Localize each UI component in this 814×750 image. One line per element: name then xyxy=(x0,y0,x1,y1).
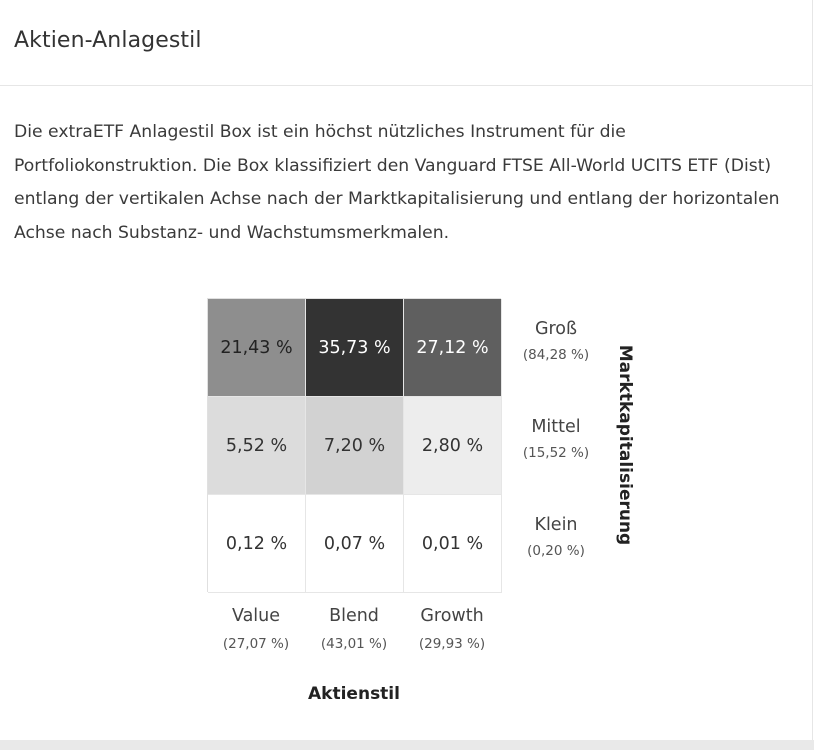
row-label-name: Klein xyxy=(534,515,578,535)
col-label-name: Growth xyxy=(420,606,484,626)
col-label-blend xyxy=(305,606,403,652)
row-label-name: Mittel xyxy=(531,417,581,437)
col-label-pct: (27,07 %) xyxy=(222,636,290,652)
cell-gross-value: 21,43 % xyxy=(208,299,306,397)
card-header xyxy=(0,0,812,86)
style-box-grid xyxy=(207,298,501,592)
cell-mittel-growth: 2,80 % xyxy=(404,397,502,495)
col-label-name: Value xyxy=(231,606,281,626)
row-label-name: Groß xyxy=(534,319,578,339)
cell-mittel-value: 5,52 % xyxy=(208,397,306,495)
row-label-pct: (84,28 %) xyxy=(522,347,590,363)
cell-gross-blend: 35,73 % xyxy=(306,299,404,397)
row-label-mittel xyxy=(511,417,601,461)
cell-klein-value: 0,12 % xyxy=(208,495,306,593)
cell-klein-growth: 0,01 % xyxy=(404,495,502,593)
page-bottom-divider xyxy=(0,740,814,750)
x-axis-label: Aktienstil xyxy=(308,684,400,704)
cell-gross-growth: 27,12 % xyxy=(404,299,502,397)
row-label-klein xyxy=(511,515,601,559)
y-axis-label: Marktkapitalisierung xyxy=(615,344,635,546)
cell-klein-blend: 0,07 % xyxy=(306,495,404,593)
cell-mittel-blend: 7,20 % xyxy=(306,397,404,495)
col-label-pct: (43,01 %) xyxy=(320,636,388,652)
row-label-pct: (0,20 %) xyxy=(527,543,585,559)
row-label-pct: (15,52 %) xyxy=(522,445,590,461)
row-label-gross xyxy=(511,319,601,363)
description-text: Die extraETF Anlagestil Box ist ein höchst nützliches Instrument für die Portfoliokonstruktion. Die Box klassifiziert den Vanguard FTSE All-World UCITS ETF (Dist) entlang der vertikalen Achse nach der Marktkapitalisierung und entlang der horizontalen Achse nach Substanz- und Wachstumsmerkmalen. xyxy=(14,122,780,243)
card-title: Aktien-Anlagestil xyxy=(14,28,202,53)
col-label-pct: (29,93 %) xyxy=(418,636,486,652)
col-label-growth xyxy=(403,606,501,652)
col-label-name: Blend xyxy=(329,606,379,626)
col-label-value xyxy=(207,606,305,652)
